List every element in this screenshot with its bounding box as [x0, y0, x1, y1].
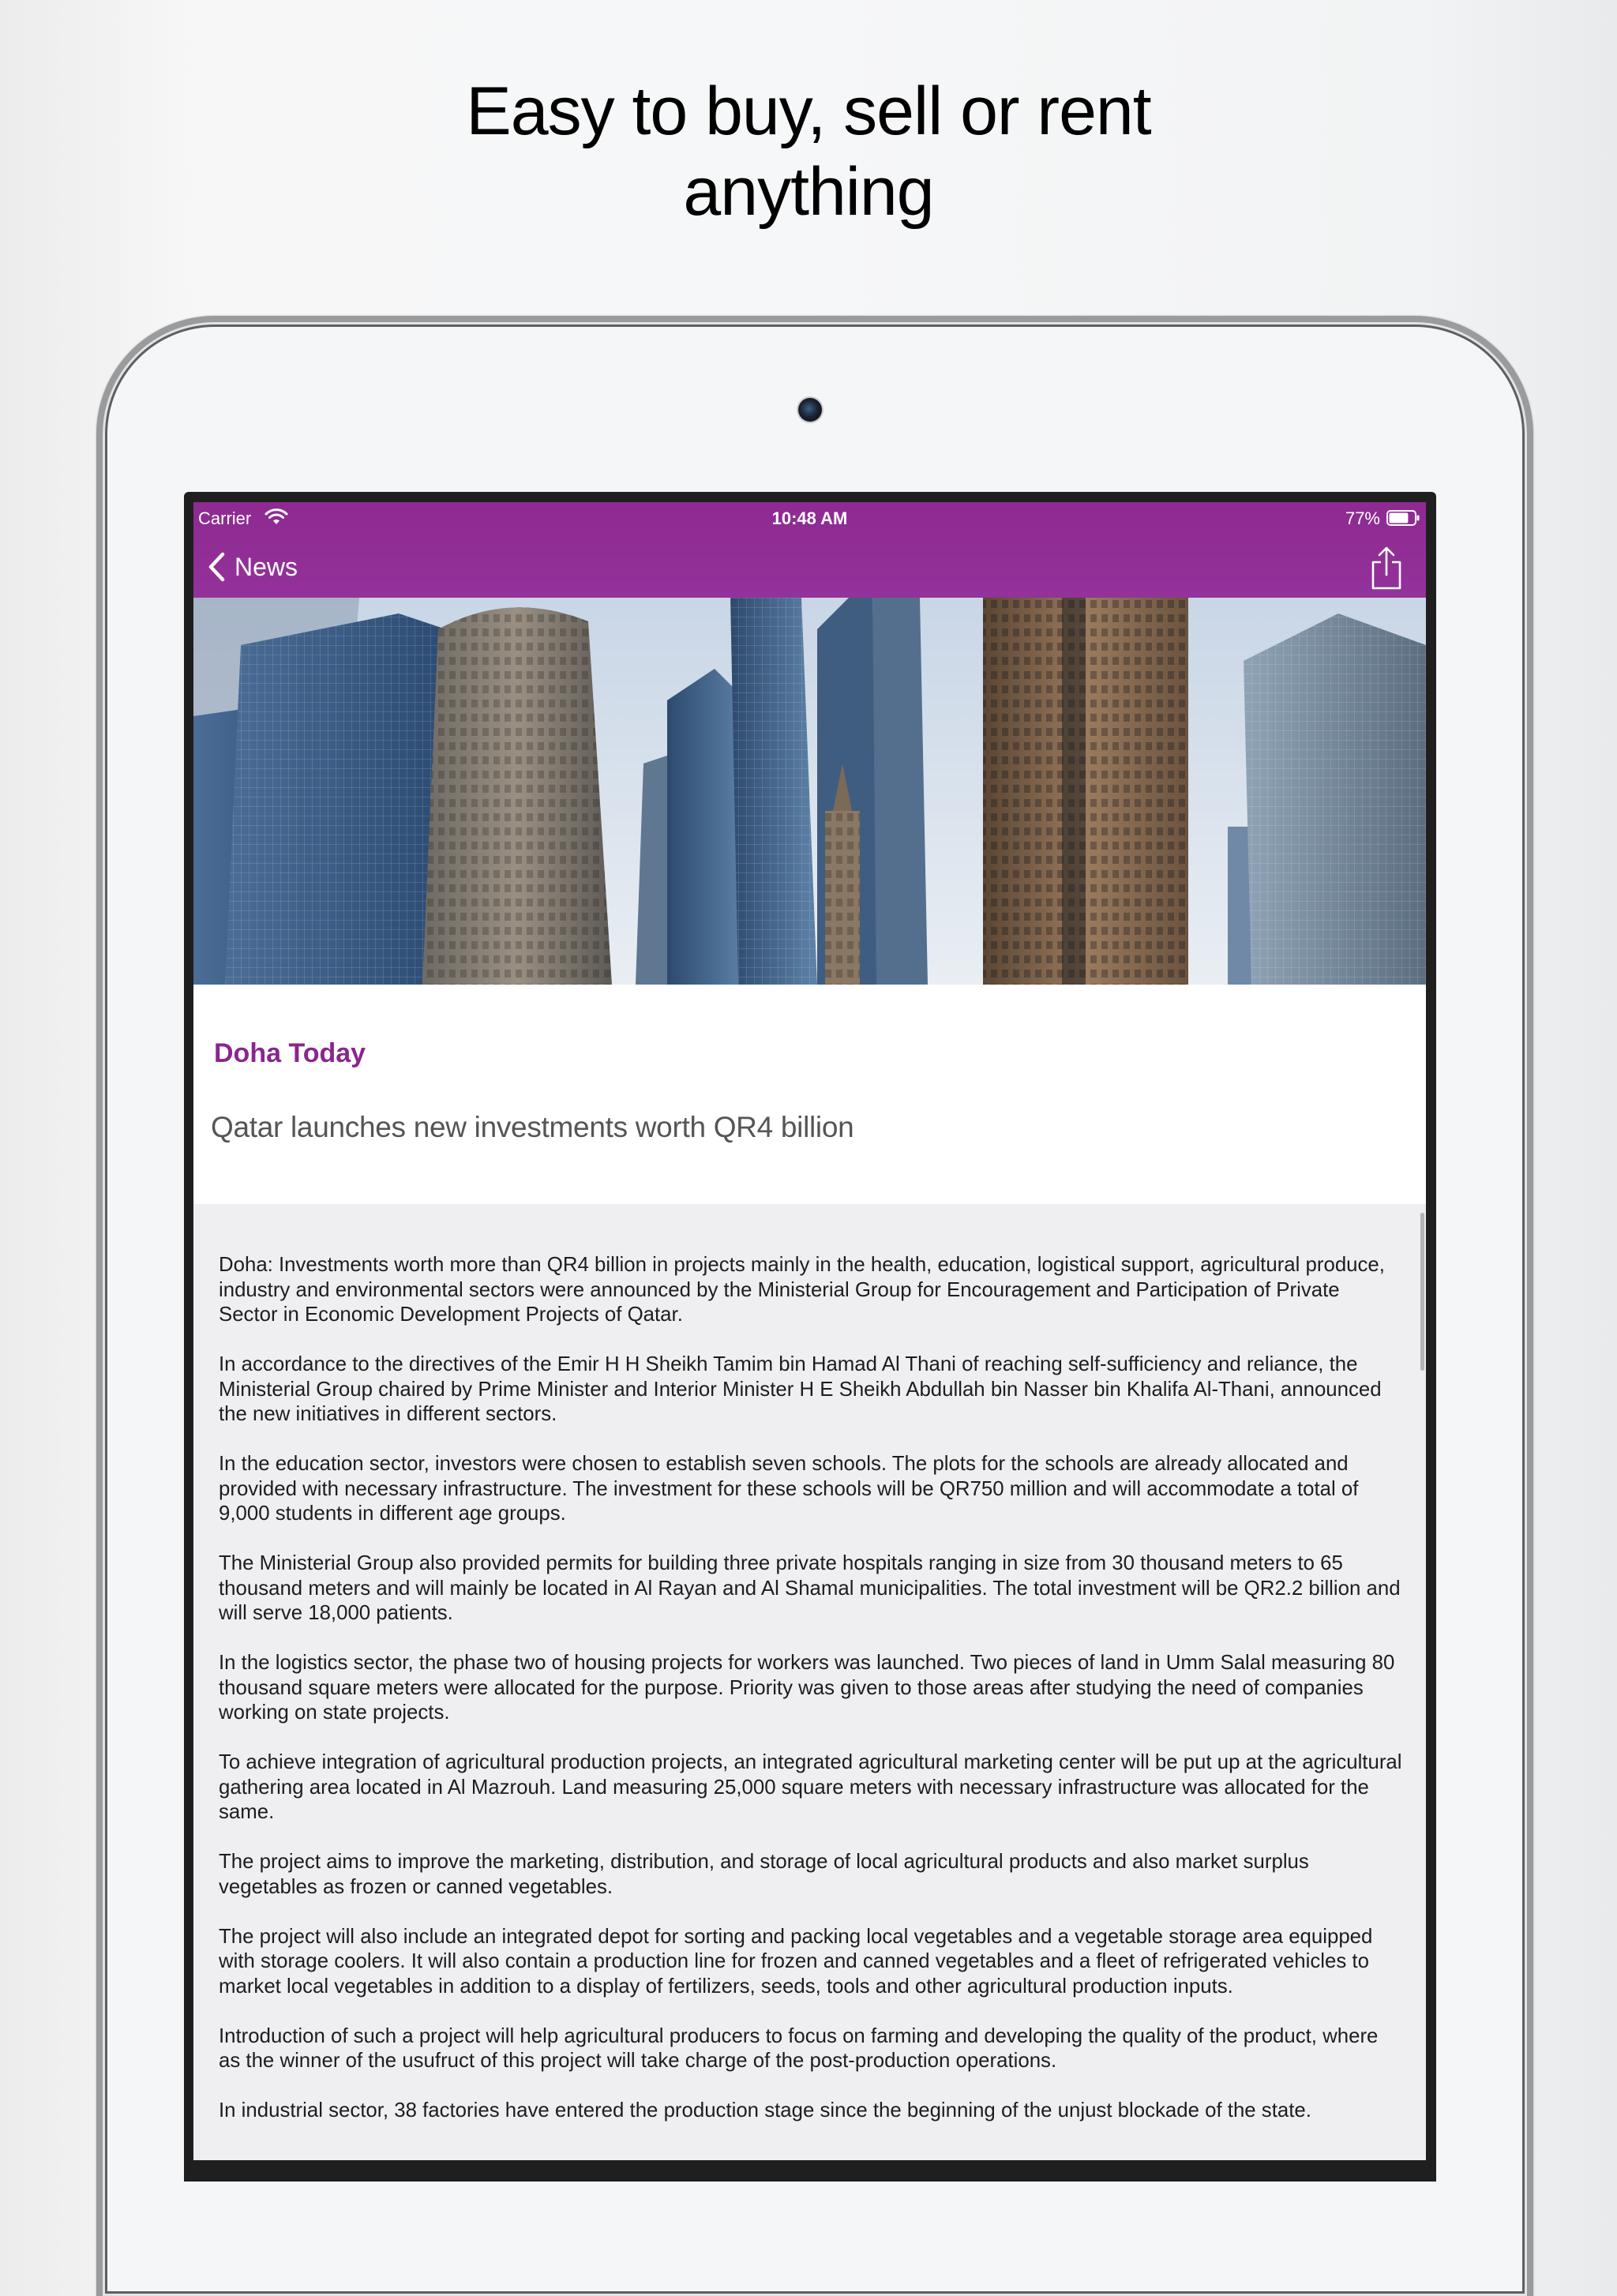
promo-headline-line1: Easy to buy, sell or rent: [466, 73, 1151, 149]
article-source: Doha Today: [214, 1038, 366, 1068]
article-body: [219, 1253, 1403, 2148]
article-title: Qatar launches new investments worth QR4 billion: [211, 1111, 854, 1143]
article-paragraph: In the logistics sector, the phase two of housing projects for workers was launched. Two pieces of land in Umm Salal measuring 80 thousand square meters were allocated for the purpose. Priority was given to those areas after studying the need of companies working on state projects.: [219, 1652, 1395, 1724]
chevron-left-icon: [208, 552, 225, 582]
scroll-indicator[interactable]: [1420, 1213, 1424, 1371]
article-paragraph: The Ministerial Group also provided permits for building three private hospitals ranging in size from 30 thousand meters to 65 thousand meters and will mainly be located in Al Rayan and Al Shamal municipalities. The total investment will be QR2.2 billion and will serve 18,000 patients.: [219, 1552, 1401, 1624]
share-icon[interactable]: [1369, 546, 1404, 591]
article-paragraph: The project will also include an integrated depot for sorting and packing local vegetables and a vegetable storage area equipped with storage coolers. It will also contain a production line for frozen and canned vegetables and a fleet of refrigerated vehicles to market local vegetables in addition to a display of fertilizers, seeds, tools and other agricultural production inputs.: [219, 1925, 1373, 1998]
promo-headline-line2: anything: [683, 154, 934, 230]
top-bar: [193, 502, 1426, 598]
carrier-label: Carrier: [198, 508, 252, 528]
status-time: 10:48 AM: [771, 508, 848, 528]
article-header-card: [193, 985, 1426, 1204]
front-camera: [798, 398, 822, 422]
back-button[interactable]: [208, 550, 298, 584]
article-paragraph: Doha: Investments worth more than QR4 billion in projects mainly in the health, education, logistical support, agricultural produce, industry and environmental sectors were announced by the Ministerial Group for Encouragement and Participation of Private Sector in Economic Development Projects of Qatar.: [219, 1254, 1385, 1326]
article-paragraph: In industrial sector, 38 factories have entered the production stage since the beginning of the unjust blockade of the state.: [219, 2099, 1311, 2122]
article-paragraph: The project aims to improve the marketing, distribution, and storage of local agricultural products and also market surplus vegetables as frozen or canned vegetables.: [219, 1851, 1309, 1898]
article-paragraph: In the education sector, investors were chosen to establish seven schools. The plots for the schools are already allocated and provided with necessary infrastructure. The investment for these schools will be QR750 million and will accommodate a total of 9,000 students in different age groups.: [219, 1453, 1359, 1525]
navigation-bar: [193, 534, 1426, 598]
article-paragraph: In accordance to the directives of the Emir H H Sheikh Tamim bin Hamad Al Thani of reaching self-sufficiency and reliance, the Ministerial Group chaired by Prime Minister and Interior Minister H E Sheikh Abdullah bin Nasser bin Khalifa Al-Thani, announced the new initiatives in different sectors.: [219, 1353, 1382, 1425]
article-paragraph: Introduction of such a project will help agricultural producers to focus on farming and developing the quality of the product, where as the winner of the usufruct of this project will take charge of the post-production operations.: [219, 2024, 1379, 2072]
battery-percentage: 77%: [1345, 508, 1380, 528]
article-hero-image: [193, 598, 1426, 985]
app-screen: [193, 502, 1426, 2160]
status-bar: [193, 502, 1426, 534]
battery-icon: [1386, 510, 1420, 526]
promo-headline: [0, 71, 1617, 232]
article-paragraph: To achieve integration of agricultural production projects, an integrated agricultural marketing center will be put up at the agricultural gathering area located in Al Mazrouh. Land measuring 25,000 square meters with necessary infrastructure was allocated for the same.: [219, 1751, 1402, 1823]
back-button-label: News: [234, 552, 298, 581]
